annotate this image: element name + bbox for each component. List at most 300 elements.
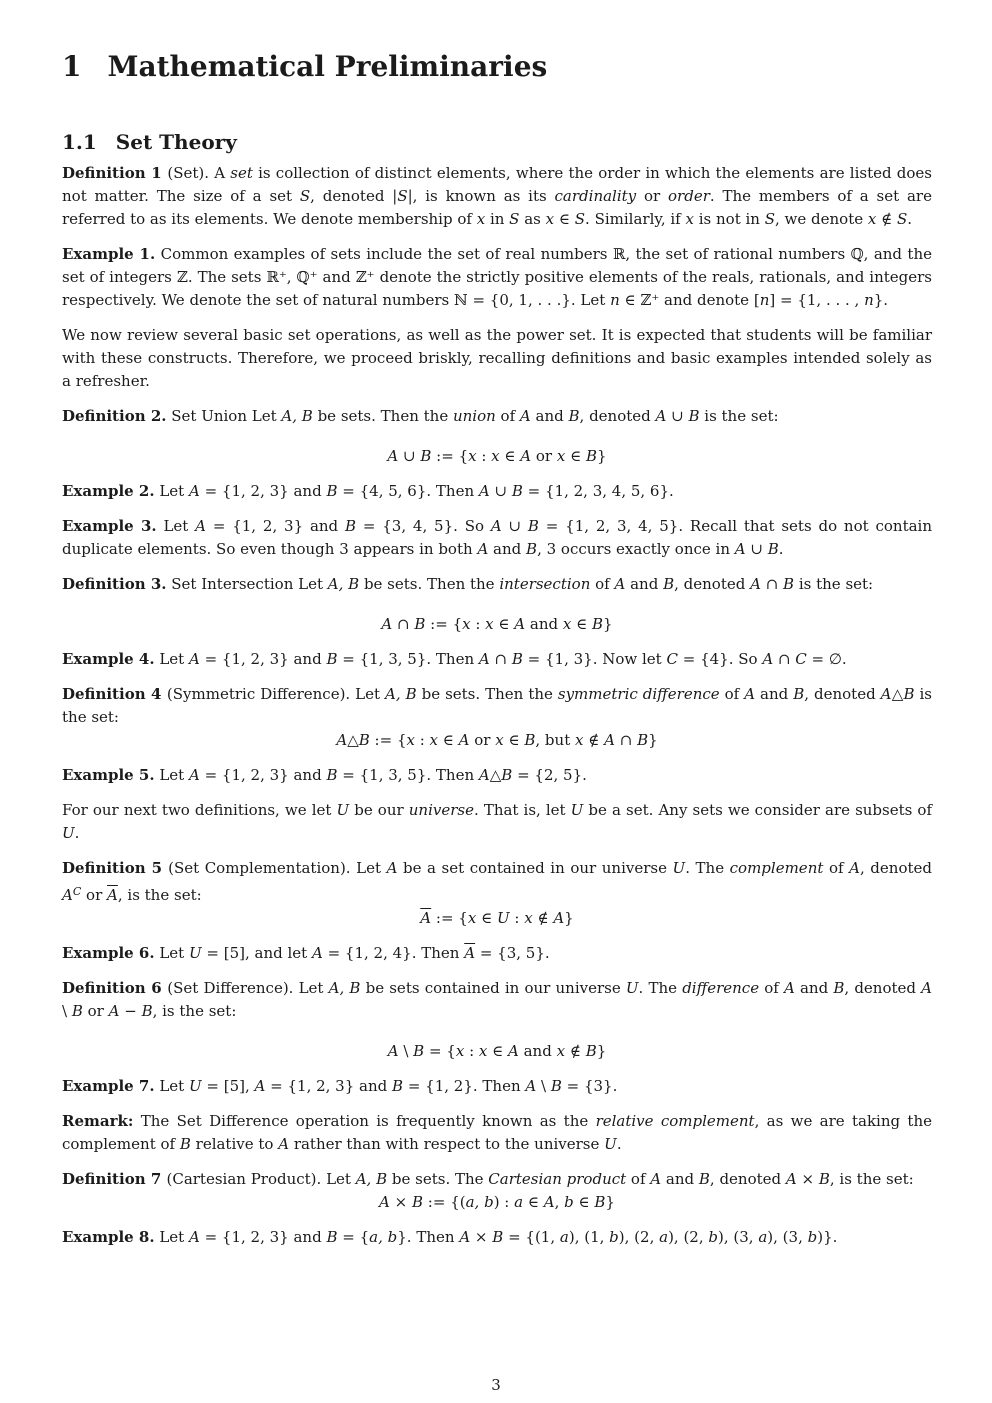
lead-label: Remark: — [62, 1112, 134, 1130]
text-segment: A, B — [328, 979, 361, 997]
text-segment: , denoted — [859, 859, 932, 877]
text-segment: (Set Complementation). Let — [168, 859, 387, 877]
page-number: 3 — [491, 1376, 501, 1394]
text-segment: A — [783, 979, 795, 997]
text-segment: be a set contained in our universe — [397, 859, 673, 877]
text-segment: B — [344, 517, 357, 535]
text-segment: A — [744, 685, 756, 703]
text-segment: x — [556, 1042, 566, 1060]
text-segment: . The — [638, 979, 683, 997]
text-segment: A — [614, 575, 626, 593]
text-segment: B — [833, 979, 845, 997]
text-segment: B — [526, 540, 538, 558]
text-segment: A — [655, 407, 667, 425]
text-segment: ∪ — [489, 482, 512, 500]
text-segment: relative to — [190, 1135, 279, 1153]
text-segment: ] = {1, . . . , — [769, 291, 865, 309]
text-segment: A — [478, 482, 490, 500]
text-segment: A — [188, 766, 200, 784]
text-segment: A — [543, 1193, 555, 1211]
text-segment: U — [570, 801, 584, 819]
text-segment: A — [650, 1170, 662, 1188]
text-segment: or — [531, 447, 557, 465]
text-segment: Let — [154, 944, 189, 962]
text-segment: S — [764, 210, 776, 228]
text-segment: $\overline{A}$ — [464, 944, 476, 962]
text-segment: = {1, 2, 3} and — [199, 1228, 327, 1246]
text-segment: a — [758, 1228, 768, 1246]
text-segment: = {2, 5}. — [512, 766, 587, 784]
text-segment: U — [336, 801, 350, 819]
text-segment: A — [387, 447, 399, 465]
text-segment: ), (2, — [668, 1228, 709, 1246]
text-segment: , we denote — [775, 210, 868, 228]
text-segment: and — [661, 1170, 699, 1188]
text-segment: and — [518, 1042, 557, 1060]
text-segment: ∉ — [565, 1042, 586, 1060]
text-segment: (Set). A — [167, 164, 231, 182]
text-segment: ∈ — [493, 615, 515, 633]
text-segment: . The — [685, 859, 730, 877]
text-segment: = {3, 5}. — [475, 944, 550, 962]
definition-7 — [62, 1168, 932, 1191]
text-segment: B — [585, 447, 598, 465]
text-segment: ), (3, — [767, 1228, 808, 1246]
text-segment: ∩ — [773, 650, 796, 668]
text-segment: n — [610, 291, 620, 309]
text-segment: A, B — [281, 407, 313, 425]
text-segment: ), (2, — [618, 1228, 660, 1246]
text-segment: and — [625, 575, 664, 593]
text-segment: and — [530, 407, 569, 425]
text-segment: . That is, let — [473, 801, 571, 819]
lead-label: Example 1. — [62, 245, 156, 263]
text-segment: } — [564, 909, 574, 927]
equation-difference — [62, 1040, 932, 1063]
text-segment: = [5], and let — [201, 944, 312, 962]
text-segment: A — [336, 731, 348, 749]
text-segment: ∪ — [501, 517, 528, 535]
text-segment: , is the set: — [117, 886, 202, 904]
text-segment: be sets. Then the — [312, 407, 453, 425]
example-2 — [62, 480, 932, 503]
text-segment: B — [511, 650, 523, 668]
heading-number: 1 — [62, 50, 82, 83]
text-segment: = {1, 2, 3} and — [265, 1077, 393, 1095]
text-segment: = {1, 2, 3, 4, 5}. Recall that sets do not contain duplicate elements. So even though 3 appears in both — [62, 517, 932, 558]
text-segment: A — [553, 909, 565, 927]
text-segment: Set Union Let — [166, 407, 282, 425]
text-segment: A — [514, 615, 526, 633]
definition-3 — [62, 573, 932, 596]
text-segment: A — [195, 517, 206, 535]
text-segment: x — [478, 1042, 488, 1060]
text-segment: Let — [154, 1228, 189, 1246]
text-segment: = {4, 5, 6}. Then — [337, 482, 479, 500]
text-segment: A — [278, 1135, 290, 1153]
text-segment: of — [759, 979, 784, 997]
text-segment: U — [62, 824, 75, 842]
equation-cartesian-product — [62, 1191, 932, 1214]
text-segment: ∩ — [760, 575, 784, 593]
text-segment: n — [759, 291, 770, 309]
text-segment: x — [575, 731, 584, 749]
text-segment: } — [605, 1193, 615, 1211]
definition-5 — [62, 857, 932, 907]
example-4 — [62, 648, 932, 671]
text-segment: = {1, 3}. Now let — [522, 650, 667, 668]
text-segment: B — [326, 766, 338, 784]
text-segment: a — [514, 1193, 524, 1211]
text-segment: Let — [154, 650, 189, 668]
text-segment: B — [663, 575, 675, 593]
text-segment: . — [616, 1135, 622, 1153]
text-segment: − — [119, 1002, 142, 1020]
example-8 — [62, 1226, 932, 1249]
subsection-heading — [62, 130, 932, 154]
text-segment: B — [412, 1193, 424, 1211]
equation-union — [62, 445, 932, 468]
text-segment: B — [392, 1077, 404, 1095]
text-segment: \ — [398, 1042, 414, 1060]
text-segment: = {1, 2, 3} and — [199, 650, 327, 668]
text-segment: : — [464, 1042, 479, 1060]
text-segment: complement — [729, 859, 824, 877]
text-segment: ∩ — [614, 731, 638, 749]
text-segment: x — [406, 731, 415, 749]
text-segment: A — [508, 1042, 519, 1060]
text-segment: U — [188, 1077, 202, 1095]
text-segment: = {1, 2}. Then — [403, 1077, 526, 1095]
text-segment: . — [778, 540, 784, 558]
text-segment: B — [568, 407, 580, 425]
text-segment: We now review several basic set operations, as well as the power set. It is expected that students will be familiar with these constructs. Therefore, we proceed briskly, recalling definitions and basic examples intended solely as a refresher. — [62, 326, 932, 390]
text-segment: Let — [156, 517, 196, 535]
text-segment: : — [470, 615, 486, 633]
text-segment: S — [897, 210, 908, 228]
text-segment: = ∅. — [806, 650, 847, 668]
definition-2 — [62, 405, 932, 428]
text-segment: be sets contained in our universe — [360, 979, 626, 997]
text-segment: ∈ — [573, 1193, 595, 1211]
text-segment: or — [81, 886, 108, 904]
text-segment: or — [469, 731, 496, 749]
text-segment: , denoted — [844, 979, 922, 997]
lead-label: Definition 7 — [62, 1170, 167, 1188]
text-segment: b — [609, 1228, 619, 1246]
text-segment: be a set. Any sets we consider are subsets of — [583, 801, 932, 819]
text-segment: |S| — [392, 187, 413, 205]
text-segment: B — [688, 407, 700, 425]
text-segment: B — [501, 766, 513, 784]
text-segment: B — [326, 482, 338, 500]
definition-1 — [62, 162, 932, 231]
text-segment: := { — [431, 447, 469, 465]
lead-label: Example 4. — [62, 650, 155, 668]
text-segment: x — [524, 909, 533, 927]
text-segment: a, b — [369, 1228, 398, 1246]
text-segment: }. — [873, 291, 889, 309]
example-6 — [62, 942, 932, 965]
text-segment: ∪ — [745, 540, 768, 558]
text-segment: A — [108, 1002, 120, 1020]
text-segment: x — [468, 447, 477, 465]
text-segment: = {1, 2, 3} and — [206, 517, 345, 535]
text-segment: × — [796, 1170, 819, 1188]
text-segment: B — [420, 447, 432, 465]
text-segment: A — [477, 540, 489, 558]
text-segment: = {3, 4, 5}. So — [356, 517, 491, 535]
text-segment: U — [672, 859, 686, 877]
text-segment: B — [524, 731, 536, 749]
text-segment: ∈ — [554, 210, 575, 228]
text-segment: or — [636, 187, 669, 205]
text-segment: B — [783, 575, 795, 593]
text-segment: of — [719, 685, 745, 703]
text-segment: A — [520, 447, 532, 465]
heading-number: 1.1 — [62, 130, 97, 154]
text-segment: ∩ — [489, 650, 512, 668]
text-segment: be our — [349, 801, 409, 819]
text-segment: $\overline{A}$ — [107, 886, 118, 904]
text-segment: = {1, 3, 5}. Then — [337, 766, 479, 784]
universe-paragraph — [62, 799, 932, 845]
text-segment: ∈ — [487, 1042, 508, 1060]
text-segment: A, B — [355, 1170, 388, 1188]
text-segment: difference — [682, 979, 760, 997]
text-segment: C — [795, 650, 807, 668]
text-segment: ), (3, — [718, 1228, 759, 1246]
text-segment: A — [459, 1228, 471, 1246]
text-segment: A — [921, 979, 933, 997]
document-content — [62, 50, 932, 1261]
lead-label: Definition 2. — [62, 407, 167, 425]
text-segment: x — [491, 447, 500, 465]
text-segment: A, B — [385, 685, 417, 703]
text-segment: A — [604, 731, 615, 749]
text-segment: b — [807, 1228, 818, 1246]
text-segment: union — [452, 407, 496, 425]
text-segment: A — [188, 482, 200, 500]
text-segment: B — [414, 615, 426, 633]
equation-intersection — [62, 613, 932, 636]
text-segment: ∈ — [571, 615, 592, 633]
text-segment: △ — [891, 685, 904, 703]
text-segment: as — [519, 210, 546, 228]
text-segment: B — [594, 1193, 606, 1211]
text-segment: A — [762, 650, 774, 668]
text-segment: cardinality — [554, 187, 637, 205]
lead-label: Example 6. — [62, 944, 155, 962]
text-segment: = {1, 2, 4}. Then — [322, 944, 465, 962]
text-segment: B — [179, 1135, 191, 1153]
text-segment: is not in — [693, 210, 765, 228]
text-segment: B — [637, 731, 649, 749]
text-segment: S — [509, 210, 520, 228]
text-segment: x — [429, 731, 439, 749]
text-segment: B — [358, 731, 370, 749]
text-segment: = {1, 2, 3, 4, 5, 6}. — [522, 482, 674, 500]
text-segment: Set Intersection Let — [166, 575, 328, 593]
definition-6 — [62, 977, 932, 1023]
text-segment: or — [82, 1002, 109, 1020]
text-segment: b — [564, 1193, 574, 1211]
text-segment: (Cartesian Product). Let — [166, 1170, 356, 1188]
text-segment: ∪ — [666, 407, 689, 425]
text-segment: . — [74, 824, 80, 842]
equation-complement — [62, 907, 932, 930]
text-segment: U — [604, 1135, 617, 1153]
example-5 — [62, 764, 932, 787]
text-segment: be sets. Then the — [359, 575, 500, 593]
text-segment: , denoted — [310, 187, 393, 205]
text-segment: } — [603, 615, 613, 633]
text-segment: universe — [408, 801, 474, 819]
text-segment: of — [626, 1170, 651, 1188]
text-segment: B — [903, 685, 915, 703]
text-segment: ) : — [493, 1193, 515, 1211]
text-segment: is collection of distinct elements, where the order in which the elements are listed does not matter. The size of a set — [62, 164, 932, 205]
lead-label: Definition 3. — [62, 575, 167, 593]
lead-label: Example 5. — [62, 766, 155, 784]
text-segment: , denoted — [674, 575, 751, 593]
text-segment: is the set: — [699, 407, 779, 425]
text-segment: x — [467, 909, 477, 927]
heading-text: Mathematical Preliminaries — [107, 50, 548, 83]
text-segment: B — [585, 1042, 597, 1060]
text-segment: ∈ ℤ⁺ and denote [ — [619, 291, 760, 309]
text-segment: A — [386, 859, 398, 877]
text-segment: a — [559, 1228, 569, 1246]
text-segment: , 3 occurs exactly once in — [537, 540, 735, 558]
text-segment: A — [519, 407, 531, 425]
text-segment: △ — [347, 731, 359, 749]
text-segment: Let — [154, 482, 189, 500]
text-segment: , but — [535, 731, 575, 749]
text-segment: } — [596, 1042, 607, 1060]
text-segment: A — [734, 540, 746, 558]
text-segment: ), (1, — [568, 1228, 610, 1246]
text-segment: ∩ — [392, 615, 415, 633]
text-segment: A — [188, 650, 200, 668]
text-segment: A — [379, 1193, 390, 1211]
text-segment: a, b — [465, 1193, 494, 1211]
text-segment: = {1, 3, 5}. Then — [337, 650, 479, 668]
text-segment: U — [496, 909, 510, 927]
text-segment: U — [188, 944, 202, 962]
lead-label: Example 2. — [62, 482, 155, 500]
text-segment: ∈ — [438, 731, 459, 749]
text-segment: $\overline{A}$ — [420, 909, 432, 927]
text-segment: = {1, 2, 3} and — [199, 482, 327, 500]
text-segment: } — [648, 731, 658, 749]
text-segment: A — [478, 650, 490, 668]
text-segment: x — [476, 210, 486, 228]
text-segment: (Set Difference). Let — [167, 979, 329, 997]
text-segment: , as we are taking the complement of — [62, 1112, 932, 1153]
text-segment: △ — [489, 766, 502, 784]
text-segment: B — [550, 1077, 562, 1095]
lead-label: Definition 1 — [62, 164, 168, 182]
text-segment: is the set: — [794, 575, 874, 593]
text-segment: Let — [154, 766, 189, 784]
text-segment: ∪ — [398, 447, 421, 465]
text-segment: × — [389, 1193, 412, 1211]
text-segment: intersection — [499, 575, 591, 593]
text-segment: set — [230, 164, 253, 182]
text-segment: ∈ — [499, 447, 521, 465]
text-segment: of — [590, 575, 615, 593]
text-segment: A — [458, 731, 470, 749]
text-segment: in — [485, 210, 510, 228]
text-segment: For our next two definitions, we let — [62, 801, 337, 819]
text-segment: }. Then — [397, 1228, 460, 1246]
text-segment: := {( — [423, 1193, 466, 1211]
text-segment: := { — [369, 731, 407, 749]
text-segment: A — [525, 1077, 537, 1095]
text-segment: x — [455, 1042, 465, 1060]
text-segment: , is known as its — [412, 187, 555, 205]
text-segment: = {4}. So — [677, 650, 763, 668]
text-segment: = {1, 2, 3} and — [199, 766, 327, 784]
text-segment: U — [625, 979, 639, 997]
text-segment: B — [492, 1228, 504, 1246]
text-segment: of — [823, 859, 850, 877]
text-segment: x — [545, 210, 555, 228]
text-segment: := { — [431, 909, 468, 927]
text-segment: . Similarly, if — [585, 210, 686, 228]
text-segment: . — [907, 210, 913, 228]
text-segment: x — [462, 615, 471, 633]
text-segment: ∉ — [583, 731, 605, 749]
text-segment: A — [188, 1228, 200, 1246]
text-segment: and — [488, 540, 527, 558]
text-segment: ∈ — [476, 909, 497, 927]
remark — [62, 1110, 932, 1156]
text-segment: A — [381, 615, 393, 633]
text-segment: x — [556, 447, 566, 465]
text-segment: B — [527, 517, 539, 535]
text-segment: S — [299, 187, 311, 205]
text-segment: The Set Difference operation is frequently known as the — [133, 1112, 596, 1130]
text-segment: rather than with respect to the universe — [289, 1135, 605, 1153]
lead-label: Example 7. — [62, 1077, 155, 1095]
text-segment: A — [849, 859, 860, 877]
text-segment: B — [767, 540, 779, 558]
text-segment: , denoted — [804, 685, 881, 703]
text-segment: relative complement — [595, 1112, 755, 1130]
text-segment: symmetric difference — [557, 685, 720, 703]
text-segment: B — [698, 1170, 710, 1188]
text-segment: ∉ — [876, 210, 897, 228]
text-segment: } — [597, 447, 607, 465]
text-segment: \ — [536, 1077, 551, 1095]
text-segment: A — [478, 766, 490, 784]
text-segment: Common examples of sets include the set of real numbers ℝ, the set of rational numbers ℚ, and the set of integers ℤ. The sets ℝ⁺, ℚ⁺ and ℤ⁺ denote the strictly positive elements of the reals, rationals, and integers respectively. We denote the set of natural numbers ℕ = {0, 1, . . .}. Let — [62, 245, 932, 309]
text-segment: B — [511, 482, 523, 500]
text-segment: B — [71, 1002, 83, 1020]
text-segment: (Symmetric Difference). Let — [166, 685, 386, 703]
text-segment: := { — [425, 615, 463, 633]
text-segment: A — [254, 1077, 266, 1095]
text-segment: and — [525, 615, 563, 633]
text-segment: = {3}. — [561, 1077, 618, 1095]
text-segment: A — [490, 517, 502, 535]
intro-paragraph — [62, 324, 932, 393]
text-segment: B — [793, 685, 805, 703]
text-segment: A — [785, 1170, 797, 1188]
example-7 — [62, 1075, 932, 1098]
